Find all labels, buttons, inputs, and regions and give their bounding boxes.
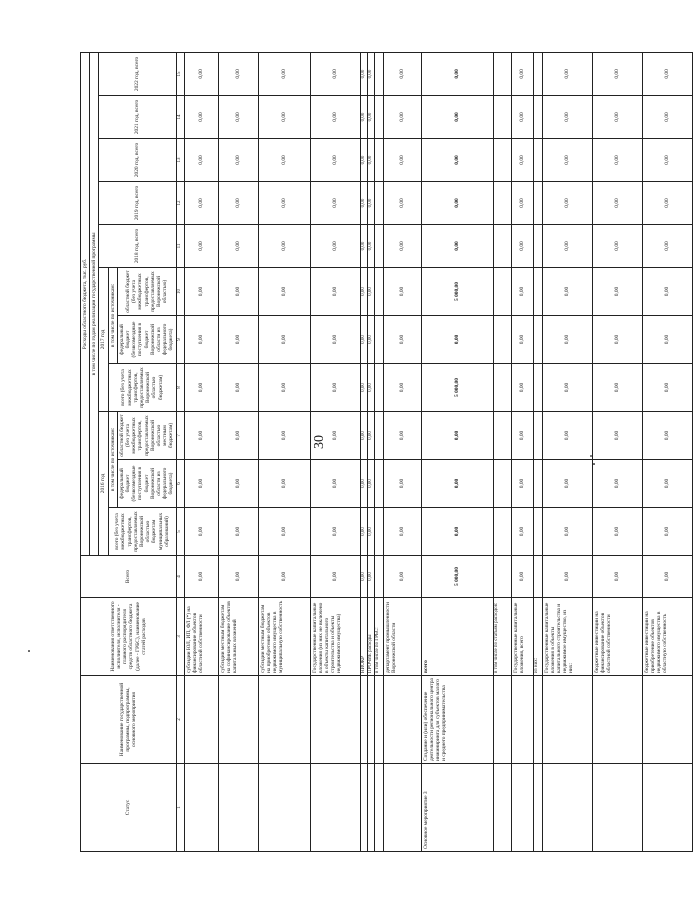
executor-cell: бюджетные инвестиции на приобретение объектов недвижимого имущества в областную собственность	[642, 598, 692, 676]
executor-cell: субсидии местным бюджетам на софинансирование объектов капитальных вложений	[218, 598, 258, 676]
status-cell	[533, 764, 542, 852]
header-year-2016: 2016 год	[99, 412, 108, 556]
header-budget-group: Расходы областного бюджета, тыс. руб.	[81, 52, 90, 555]
table-row	[184, 52, 218, 851]
value-cell	[374, 225, 383, 268]
col-num: 11	[176, 225, 184, 268]
status-cell	[218, 764, 258, 852]
status-cell	[592, 764, 642, 852]
value-cell: 5 000,00	[421, 364, 493, 412]
header-status: Статус	[81, 764, 177, 852]
value-cell: 0,00	[592, 316, 642, 364]
value-cell	[533, 139, 542, 182]
value-cell	[374, 182, 383, 225]
value-cell: 0,00	[383, 316, 421, 364]
header-2016-regional: областной бюджет (без учета межбюджетных трансфертов, предоставляемых Воронежской областью местным бюджетам)	[117, 412, 176, 460]
value-cell: 0,00	[542, 316, 592, 364]
value-cell: 0,00	[367, 182, 374, 225]
col-num: 8	[176, 364, 184, 412]
scan-speck	[28, 650, 30, 652]
value-cell: 0,00	[642, 225, 692, 268]
value-cell: 0,00	[218, 52, 258, 95]
program-cell	[383, 676, 421, 764]
value-cell: 0,00	[184, 52, 218, 95]
value-cell: 0,00	[310, 316, 360, 364]
value-cell: 0,00	[360, 556, 367, 598]
value-cell: 0,00	[258, 139, 310, 182]
value-cell	[374, 460, 383, 508]
table-row	[360, 52, 367, 851]
value-cell: 0,00	[258, 52, 310, 95]
status-cell	[184, 764, 218, 852]
executor-cell: бюджетные инвестиции на финансирование объектов областной собственности	[592, 598, 642, 676]
header-year-2021: 2021 год, всего	[99, 96, 176, 139]
value-cell: 0,00	[184, 182, 218, 225]
value-cell: 0,00	[367, 508, 374, 556]
value-cell: 0,00	[184, 508, 218, 556]
value-cell: 0,00	[258, 412, 310, 460]
value-cell: 0,00	[511, 316, 533, 364]
col-num: 4	[176, 556, 184, 598]
value-cell: 0,00	[421, 182, 493, 225]
executor-cell: всего	[421, 598, 493, 676]
program-cell	[533, 676, 542, 764]
value-cell	[374, 508, 383, 556]
value-cell	[533, 460, 542, 508]
value-cell: 0,00	[592, 364, 642, 412]
header-program: Наименование государственной программы, подпрограммы, основного мероприятия	[81, 676, 177, 764]
value-cell	[533, 412, 542, 460]
value-cell: 0,00	[218, 556, 258, 598]
value-cell: 0,00	[511, 52, 533, 95]
status-cell	[642, 764, 692, 852]
value-cell: 0,00	[258, 96, 310, 139]
col-num: 5	[176, 508, 184, 556]
value-cell: 0,00	[511, 268, 533, 316]
value-cell: 0,00	[383, 139, 421, 182]
table-row	[374, 52, 383, 851]
value-cell: 0,00	[218, 268, 258, 316]
value-cell: 0,00	[421, 508, 493, 556]
value-cell: 0,00	[218, 225, 258, 268]
value-cell	[493, 52, 511, 95]
value-cell: 0,00	[511, 139, 533, 182]
value-cell	[374, 139, 383, 182]
header-year-2020: 2020 год, всего	[99, 139, 176, 182]
executor-cell: ПРОЧИЕ расходы	[367, 598, 374, 676]
col-num: 7	[176, 412, 184, 460]
value-cell: 0,00	[511, 460, 533, 508]
col-num: 3	[176, 598, 184, 676]
value-cell: 0,00	[367, 225, 374, 268]
executor-cell: из них:	[533, 598, 542, 676]
status-cell	[374, 764, 383, 852]
value-cell: 0,00	[367, 96, 374, 139]
status-cell	[360, 764, 367, 852]
value-cell: 0,00	[511, 225, 533, 268]
value-cell	[493, 556, 511, 598]
value-cell: 0,00	[184, 556, 218, 598]
value-cell: 0,00	[421, 316, 493, 364]
col-num: 6	[176, 460, 184, 508]
budget-table	[80, 52, 693, 852]
value-cell: 0,00	[542, 412, 592, 460]
value-cell: 0,00	[592, 460, 642, 508]
value-cell: 0,00	[642, 268, 692, 316]
value-cell: 0,00	[218, 96, 258, 139]
value-cell: 0,00	[642, 316, 692, 364]
value-cell: 0,00	[218, 182, 258, 225]
value-cell	[533, 96, 542, 139]
program-cell	[184, 676, 218, 764]
header-year-2022: 2022 год, всего	[99, 52, 176, 95]
value-cell: 0,00	[360, 96, 367, 139]
program-cell	[493, 676, 511, 764]
value-cell: 0,00	[642, 182, 692, 225]
table-row	[493, 52, 511, 851]
col-num: 10	[176, 268, 184, 316]
value-cell: 0,00	[383, 412, 421, 460]
value-cell: 0,00	[360, 52, 367, 95]
value-cell: 0,00	[367, 556, 374, 598]
value-cell: 0,00	[258, 460, 310, 508]
rotated-budget-table	[80, 56, 671, 852]
value-cell: 0,00	[184, 412, 218, 460]
value-cell	[533, 508, 542, 556]
value-cell: 0,00	[258, 182, 310, 225]
program-cell	[642, 676, 692, 764]
table-row	[367, 52, 374, 851]
executor-cell: Государственные капитальные вложения в объекты капитального строительства и недвижимое имущество, из них:	[542, 598, 592, 676]
program-cell	[592, 676, 642, 764]
value-cell: 0,00	[310, 508, 360, 556]
value-cell	[533, 364, 542, 412]
value-cell: 0,00	[383, 182, 421, 225]
value-cell: 0,00	[592, 556, 642, 598]
value-cell: 0,00	[511, 96, 533, 139]
scan-speck	[590, 455, 592, 457]
value-cell: 0,00	[592, 96, 642, 139]
table-row	[592, 52, 642, 851]
value-cell: 0,00	[642, 96, 692, 139]
status-cell	[542, 764, 592, 852]
col-num: 12	[176, 182, 184, 225]
value-cell: 0,00	[383, 96, 421, 139]
value-cell: 0,00	[642, 412, 692, 460]
value-cell: 0,00	[258, 316, 310, 364]
status-cell	[367, 764, 374, 852]
value-cell	[493, 96, 511, 139]
value-cell: 0,00	[310, 460, 360, 508]
value-cell: 0,00	[421, 225, 493, 268]
value-cell: 0,00	[421, 460, 493, 508]
value-cell	[533, 316, 542, 364]
value-cell	[374, 96, 383, 139]
value-cell: 0,00	[218, 139, 258, 182]
value-cell: 0,00	[367, 412, 374, 460]
header-total: Всего	[81, 556, 177, 598]
value-cell: 0,00	[367, 268, 374, 316]
status-cell	[310, 764, 360, 852]
executor-cell: в том числе по ГРБС:	[374, 598, 383, 676]
value-cell: 0,00	[542, 96, 592, 139]
header-year-2019: 2019 год, всего	[99, 182, 176, 225]
value-cell: 0,00	[421, 52, 493, 95]
value-cell: 0,00	[367, 316, 374, 364]
value-cell	[533, 268, 542, 316]
header-2016-incl: в том числе по источникам:	[108, 412, 117, 508]
column-number-row	[176, 52, 184, 851]
value-cell: 0,00	[258, 364, 310, 412]
executor-cell: Государственные капитальные вложения (из них не включено в объекты капитального строительства и объекты недвижимого имущества)	[310, 598, 360, 676]
value-cell	[374, 316, 383, 364]
status-cell: Основное мероприятие 3	[421, 764, 493, 852]
value-cell: 0,00	[184, 139, 218, 182]
program-cell: Создание и (или) обеспечение деятельности регионального центра инжиниринга для субъектов малого и среднего предпринимательства	[421, 676, 493, 764]
col-num: 9	[176, 316, 184, 364]
value-cell: 0,00	[258, 508, 310, 556]
value-cell: 0,00	[360, 225, 367, 268]
value-cell: 0,00	[383, 268, 421, 316]
program-cell	[374, 676, 383, 764]
program-cell	[367, 676, 374, 764]
value-cell: 0,00	[642, 52, 692, 95]
value-cell: 0,00	[367, 139, 374, 182]
value-cell: 0,00	[592, 52, 642, 95]
value-cell: 0,00	[310, 225, 360, 268]
value-cell	[493, 316, 511, 364]
value-cell: 0,00	[360, 139, 367, 182]
executor-cell: департамент промышленности Воронежской области	[383, 598, 421, 676]
value-cell: 0,00	[383, 364, 421, 412]
program-cell	[511, 676, 533, 764]
value-cell	[493, 412, 511, 460]
value-cell: 0,00	[511, 508, 533, 556]
header-incl-program: в том числе по годам реализации государственной программы	[90, 52, 99, 555]
value-cell: 0,00	[310, 96, 360, 139]
value-cell: 0,00	[542, 460, 592, 508]
table-row	[542, 52, 592, 851]
value-cell: 0,00	[542, 52, 592, 95]
value-cell: 0,00	[383, 460, 421, 508]
header-2017-total: всего (без учета межбюджетных трансфертов, предоставляемых Воронежской областью бюджетам)	[108, 364, 176, 412]
value-cell: 0,00	[258, 556, 310, 598]
value-cell	[493, 225, 511, 268]
value-cell: 0,00	[310, 412, 360, 460]
value-cell: 0,00	[542, 268, 592, 316]
value-cell: 0,00	[592, 182, 642, 225]
value-cell: 0,00	[360, 364, 367, 412]
value-cell: 0,00	[184, 96, 218, 139]
value-cell: 0,00	[383, 508, 421, 556]
table-row	[383, 52, 421, 851]
value-cell: 0,00	[184, 268, 218, 316]
value-cell: 0,00	[383, 52, 421, 95]
value-cell	[374, 364, 383, 412]
value-cell: 0,00	[310, 52, 360, 95]
value-cell: 0,00	[511, 412, 533, 460]
program-cell	[542, 676, 592, 764]
value-cell: 0,00	[310, 182, 360, 225]
value-cell	[533, 225, 542, 268]
value-cell: 0,00	[383, 225, 421, 268]
col-num: 14	[176, 96, 184, 139]
col-num: 13	[176, 139, 184, 182]
value-cell: 0,00	[367, 460, 374, 508]
value-cell: 0,00	[642, 556, 692, 598]
header-2017-regional: областной бюджет (без учета межбюджетных трансфертов, предоставляемых Воронежской областью)	[117, 268, 176, 316]
program-cell	[218, 676, 258, 764]
value-cell: 0,00	[592, 412, 642, 460]
col-num: 1	[176, 764, 184, 852]
value-cell: 0,00	[511, 556, 533, 598]
scan-speck	[593, 463, 595, 465]
value-cell	[533, 556, 542, 598]
executor-cell: Государственные капитальные вложения, всего	[511, 598, 533, 676]
value-cell: 0,00	[542, 225, 592, 268]
value-cell: 0,00	[592, 139, 642, 182]
table-row	[511, 52, 533, 851]
value-cell: 0,00	[367, 52, 374, 95]
table-row	[533, 52, 542, 851]
value-cell: 0,00	[184, 364, 218, 412]
executor-cell: в том числе по статьям расходов:	[493, 598, 511, 676]
col-num: 2	[176, 676, 184, 764]
value-cell: 0,00	[360, 316, 367, 364]
value-cell: 0,00	[642, 460, 692, 508]
value-cell: 0,00	[258, 268, 310, 316]
value-cell: 5 000,00	[421, 556, 493, 598]
value-cell	[493, 508, 511, 556]
value-cell: 0,00	[218, 364, 258, 412]
executor-cell: субсидии ЮЛ, ИП, ФЛ (*) на финансирование объектов областной собственности	[184, 598, 218, 676]
value-cell	[493, 364, 511, 412]
value-cell: 0,00	[642, 364, 692, 412]
value-cell	[533, 182, 542, 225]
value-cell: 0,00	[360, 508, 367, 556]
value-cell: 0,00	[592, 508, 642, 556]
value-cell: 0,00	[310, 139, 360, 182]
value-cell: 0,00	[310, 268, 360, 316]
value-cell: 0,00	[383, 556, 421, 598]
header-year-2017: 2017 год	[99, 268, 108, 412]
executor-cell: НИОКР	[360, 598, 367, 676]
value-cell	[533, 52, 542, 95]
value-cell: 0,00	[542, 508, 592, 556]
value-cell: 5 000,00	[421, 268, 493, 316]
value-cell	[493, 182, 511, 225]
table-row	[258, 52, 310, 851]
value-cell: 0,00	[511, 182, 533, 225]
status-cell	[511, 764, 533, 852]
header-year-2018: 2018 год, всего	[99, 225, 176, 268]
value-cell: 0,00	[542, 182, 592, 225]
table-row	[218, 52, 258, 851]
header-2016-total: всего (без учета межбюджетных трансфертов, предоставляемых Воронежской областью бюджетам муниципальных образований)	[108, 508, 176, 556]
status-cell	[258, 764, 310, 852]
header-executor: Наименования ответственного исполнителя, исполнителя - главного распорядителя средств областного бюджета (далее - ГРБС), наименование статей расходов	[81, 598, 177, 676]
value-cell: 0,00	[218, 412, 258, 460]
executor-cell: субсидии местным бюджетам на приобретение объектов недвижимого имущества в муниципальную собственность	[258, 598, 310, 676]
value-cell: 0,00	[511, 364, 533, 412]
header-2017-federal: федеральный бюджет (безвозмездные поступления в бюджет Воронежской области из федерального бюджета)	[117, 316, 176, 364]
value-cell: 0,00	[542, 139, 592, 182]
value-cell	[493, 460, 511, 508]
value-cell	[493, 268, 511, 316]
header-2017-incl: в том числе по источникам:	[108, 268, 117, 364]
value-cell: 0,00	[360, 412, 367, 460]
value-cell: 0,00	[218, 508, 258, 556]
value-cell	[374, 52, 383, 95]
value-cell: 0,00	[421, 96, 493, 139]
value-cell: 0,00	[184, 225, 218, 268]
value-cell: 0,00	[642, 508, 692, 556]
value-cell: 0,00	[258, 225, 310, 268]
value-cell: 0,00	[421, 412, 493, 460]
value-cell	[374, 556, 383, 598]
col-num: 15	[176, 52, 184, 95]
value-cell: 0,00	[310, 364, 360, 412]
value-cell: 0,00	[218, 460, 258, 508]
table-body	[184, 52, 692, 851]
value-cell	[493, 139, 511, 182]
table-row	[421, 52, 493, 851]
program-cell	[310, 676, 360, 764]
value-cell: 0,00	[360, 460, 367, 508]
header-2016-federal: федеральный бюджет (безвозмездные поступления в бюджет Воронежской области из федерального бюджета)	[117, 460, 176, 508]
value-cell: 0,00	[360, 182, 367, 225]
value-cell	[374, 412, 383, 460]
value-cell: 0,00	[542, 556, 592, 598]
value-cell: 0,00	[360, 268, 367, 316]
page-number: 30	[312, 435, 327, 449]
value-cell: 0,00	[542, 364, 592, 412]
status-cell	[493, 764, 511, 852]
table-row	[310, 52, 360, 851]
value-cell: 0,00	[310, 556, 360, 598]
program-cell	[360, 676, 367, 764]
value-cell: 0,00	[218, 316, 258, 364]
table-row	[642, 52, 692, 851]
value-cell: 0,00	[367, 364, 374, 412]
value-cell: 0,00	[642, 139, 692, 182]
value-cell: 0,00	[184, 316, 218, 364]
value-cell: 0,00	[421, 139, 493, 182]
value-cell	[374, 268, 383, 316]
status-cell	[383, 764, 421, 852]
value-cell: 0,00	[592, 225, 642, 268]
value-cell: 0,00	[592, 268, 642, 316]
program-cell	[258, 676, 310, 764]
value-cell: 0,00	[184, 460, 218, 508]
